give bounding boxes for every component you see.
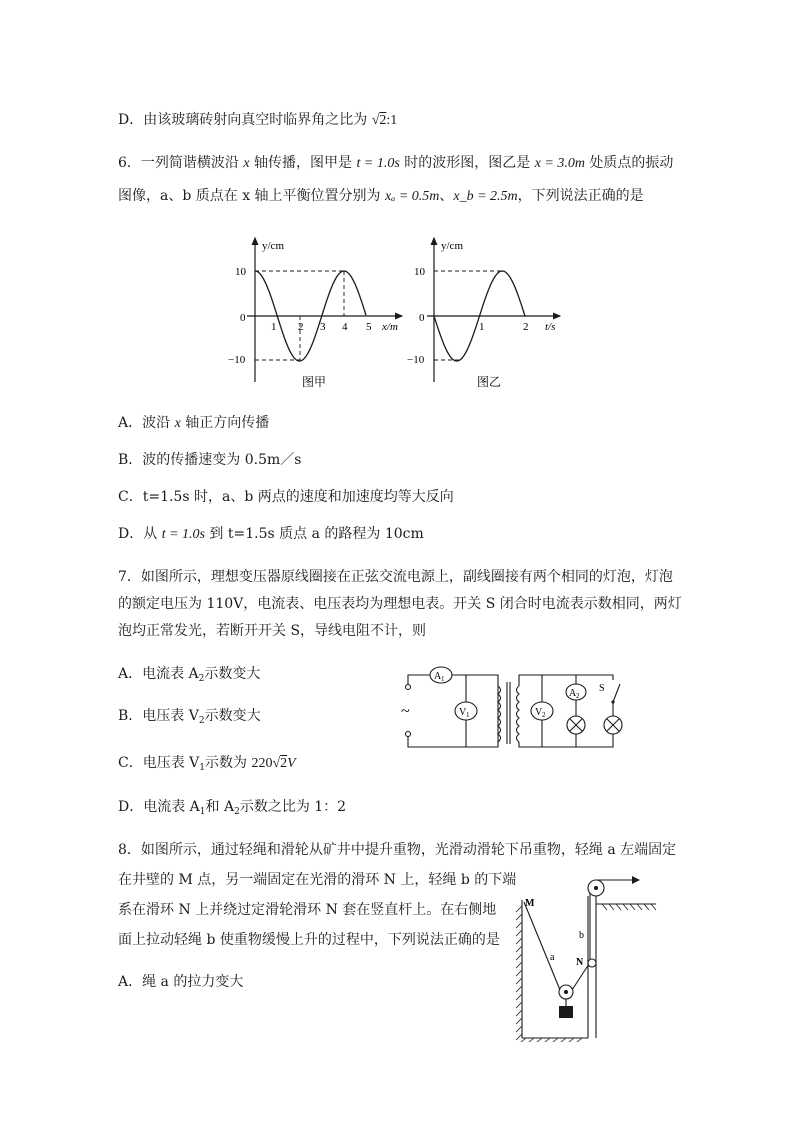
voltmeter-v2	[531, 702, 553, 720]
svg-text:2: 2	[576, 692, 580, 700]
wall-hatch-mark	[529, 1038, 534, 1042]
q8-pulley-diagram	[512, 862, 660, 1042]
q7-option-d: D．电流表 $A_1$和 $A_2$示数之比为 1：2	[118, 799, 347, 817]
q7-option-b: B．电压表 $V_2$示数变大	[118, 708, 261, 726]
svg-text:V: V	[535, 707, 543, 718]
svg-text:1: 1	[441, 675, 445, 683]
q7-circuit-diagram	[398, 660, 643, 756]
fig-a-xtick: 1	[271, 321, 277, 333]
wall-hatch-mark	[602, 904, 607, 910]
fig-b-xtick: 2	[523, 321, 529, 333]
wall-hatch-mark	[569, 1038, 574, 1042]
wall-hatch-mark	[516, 962, 522, 968]
q5-option-d-text: D．由该玻璃砖射向真空时临界角之比为	[118, 112, 372, 128]
fig-b-ylabel: y/cm	[441, 240, 463, 252]
lamp-2	[604, 716, 622, 734]
wall-hatch-mark	[516, 914, 522, 920]
wall-hatch-mark	[516, 994, 522, 1000]
wall-hatch-mark	[516, 946, 522, 952]
q7-stem-line-1: 7．如图所示，理想变压器原线圈接在正弦交流电源上，副线圈接有两个相同的灯泡，灯泡	[118, 569, 673, 585]
label-m: M	[525, 898, 535, 909]
wall-hatch-mark	[516, 1034, 522, 1040]
wall-hatch-mark	[516, 986, 522, 992]
ammeter-a2	[566, 684, 586, 700]
q7-option-c: C．电压表 $V_1$示数为 220√2V	[118, 755, 296, 773]
q6-option-a: A．波沿 x 轴正方向传播	[118, 415, 270, 431]
q7-option-a: A．电流表 $A_2$示数变大	[118, 666, 261, 684]
q8-stem-line-2: 在井壁的 M 点，另一端固定在光滑的滑环 N 上，轻绳 b 的下端	[118, 872, 517, 888]
q8-stem-line-4: 面上拉动轻绳 b 使重物缓慢上升的过程中，下列说法正确的是	[118, 932, 500, 948]
label-a: a	[550, 952, 555, 963]
wall-hatch-mark	[644, 904, 649, 910]
wall-hatch-mark	[521, 1038, 526, 1042]
fig-a-xlabel: x/m	[382, 321, 398, 333]
wall-hatch-mark	[651, 904, 656, 910]
fig-b-ytick: 0	[419, 312, 425, 324]
wall-hatch-mark	[516, 970, 522, 976]
fig-b-xtick: 1	[479, 321, 485, 333]
wall-hatch-mark	[516, 930, 522, 936]
q6-option-b: B．波的传播速变为 0.5m／s	[118, 452, 302, 468]
wall-hatch-mark	[637, 904, 642, 910]
fig-a-xtick: 3	[320, 321, 326, 333]
q5-option-d	[118, 110, 397, 131]
wall-hatch-mark	[616, 904, 621, 910]
fig-a-xtick: 5	[366, 321, 372, 333]
wall-hatch-mark	[577, 1038, 582, 1042]
wall-hatch-mark	[516, 1002, 522, 1008]
q7-stem-line-3: 泡均正常发光，若断开开关 S，导线电阻不计，则	[118, 623, 427, 639]
svg-text:S: S	[599, 683, 605, 694]
fig-a-ytick: 0	[240, 312, 246, 324]
q8-stem-line-3: 系在滑环 N 上并绕过定滑轮滑环 N 套在竖直杆上。在右侧地	[118, 902, 497, 918]
q7-stem-line-2: 的额定电压为 110V，电流表、电压表均为理想电表。开关 S 闭合时电流表示数相同，两灯	[118, 596, 682, 612]
fig-b-ytick: −10	[407, 354, 425, 366]
wall-hatch-mark	[516, 1010, 522, 1016]
ammeter-a1	[430, 667, 452, 683]
wall-hatch-mark	[516, 978, 522, 984]
wall-hatch-mark	[609, 904, 614, 910]
wall-hatch-mark	[545, 1038, 550, 1042]
wall-hatch-mark	[516, 938, 522, 944]
lamp-1	[567, 716, 585, 734]
q6-option-c: C．t=1.5s 时，a、b 两点的速度和加速度均等大反向	[118, 489, 454, 505]
svg-text:A: A	[434, 671, 442, 682]
q6-option-d: D．从 t = 1.0s 到 t=1.5s 质点 a 的路程为 10cm	[118, 526, 424, 542]
wave-graph-yi	[407, 238, 560, 389]
wall-hatch-mark	[516, 1018, 522, 1024]
voltmeter-v1	[455, 702, 477, 720]
fig-a-ylabel: y/cm	[262, 240, 284, 252]
q6-figures	[222, 232, 572, 392]
svg-text:V: V	[459, 707, 467, 718]
wall-hatch-mark	[516, 1026, 522, 1032]
q6-stem-line-1: 6．一列简谐横波沿 x 轴传播，图甲是 t = 1.0s 时的波形图，图乙是 x = 3.0m 处质点的振动	[118, 155, 674, 171]
ac-source-symbol: ~	[401, 703, 410, 720]
fig-a-xtick: 4	[342, 321, 348, 333]
fig-b-caption: 图乙	[477, 375, 502, 389]
q8-stem-line-1: 8．如图所示，通过轻绳和滑轮从矿井中提升重物，光滑动滑轮下吊重物，轻绳 a 左端固定	[118, 842, 677, 858]
wall-hatch-mark	[561, 1038, 566, 1042]
wall-hatch-mark	[630, 904, 635, 910]
svg-text:2: 2	[542, 711, 546, 719]
fig-a-caption: 图甲	[302, 375, 327, 389]
sqrt-expression: √2:1	[371, 113, 398, 128]
fig-a-ytick: 10	[235, 266, 246, 278]
q8-option-a: A．绳 a 的拉力变大	[118, 974, 244, 990]
weight-block	[559, 1006, 573, 1018]
wall-hatch-mark	[516, 922, 522, 928]
fig-a-xtick: 2	[298, 321, 304, 333]
svg-text:1: 1	[466, 711, 470, 719]
wall-hatch-mark	[516, 954, 522, 960]
fig-b-xlabel: t/s	[545, 321, 556, 333]
q6-stem-line-2: 图像，a、b 质点在 x 轴上平衡位置分别为 xₐ = 0.5m、x_b = 2.5m，下列说法正确的是	[118, 188, 644, 204]
fig-a-ytick: −10	[228, 354, 246, 366]
label-n: N	[576, 957, 584, 968]
wall-hatch-mark	[537, 1038, 542, 1042]
label-b: b	[579, 930, 584, 941]
switch-s	[599, 680, 620, 704]
fig-b-ytick: 10	[414, 266, 425, 278]
wave-graph-jia	[228, 238, 402, 389]
svg-text:A: A	[569, 688, 577, 699]
wall-hatch-mark	[623, 904, 628, 910]
wall-hatch-mark	[553, 1038, 558, 1042]
wall-hatch-mark	[516, 906, 522, 912]
